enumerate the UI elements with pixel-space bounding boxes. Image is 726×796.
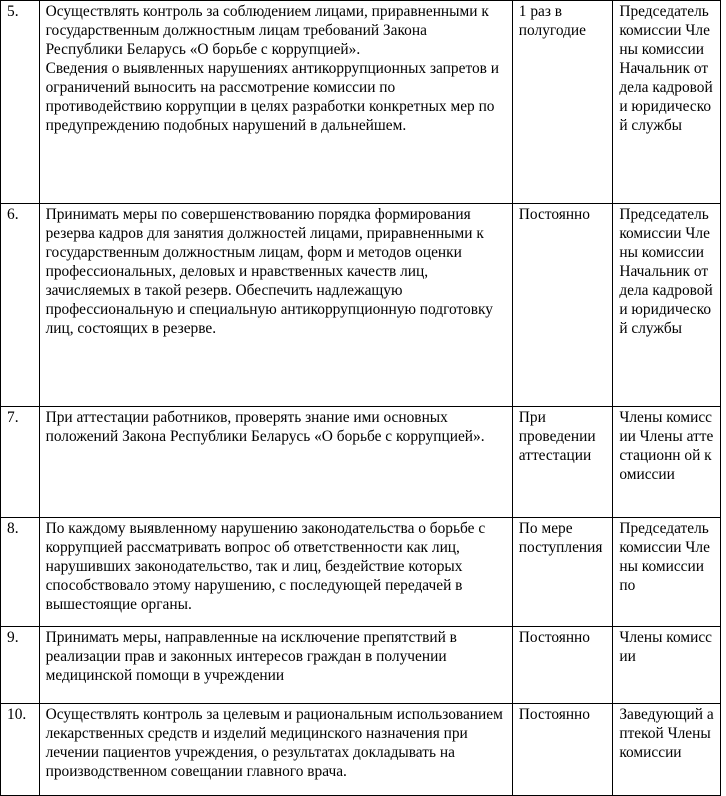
term-cell: Постоянно: [512, 204, 613, 407]
task-cell: [39, 204, 512, 407]
task-text: По каждому выявленному нарушению законодательства о борьбе с коррупцией рассматривать вопрос об ответственности как лиц, нарушивших законодательство, так и лиц, бездействие которых способствовало этому нарушению, с последующей передачей в вышестоящие органы.: [45, 520, 486, 613]
task-text: При аттестации работников, проверять знание ими основных положений Закона Республики Беларусь «О борьбе с коррупцией».: [45, 409, 485, 445]
table-row: [1, 407, 721, 518]
responsible-cell: Члены комиссии: [613, 627, 721, 704]
task-text: Осуществлять контроль за соблюдением лицами, приравненными к государственным должностным лицам требований Закона Республики Беларусь «О борьбе с коррупцией».: [45, 3, 489, 58]
term-cell: Постоянно: [512, 627, 613, 704]
table-row: [1, 518, 721, 627]
row-number: 5.: [1, 1, 40, 204]
task-text-continued: Сведения о выявленных нарушениях антикоррупционных запретов и ограничений выносить на рассмотрение комиссии по противодействию коррупции в целях разработки конкретных мер по предупреждению подобных нарушений в дальнейшем.: [45, 60, 500, 134]
row-number: 6.: [1, 204, 40, 407]
row-number: 9.: [1, 627, 40, 704]
term-cell: По мере поступления: [512, 518, 613, 627]
task-cell: [39, 518, 512, 627]
responsible-cell: Заведующий аптекой Члены комиссии: [613, 704, 721, 796]
table-row: [1, 204, 721, 407]
task-cell: [39, 407, 512, 518]
responsible-cell: Председатель комиссии Члены комиссии Начальник отдела кадровой и юридической службы: [613, 1, 721, 204]
row-number: 10.: [1, 704, 40, 796]
responsible-cell: Председатель комиссии Члены комиссии по: [613, 518, 721, 627]
task-cell: [39, 704, 512, 796]
term-cell: Постоянно: [512, 704, 613, 796]
task-cell: [39, 1, 512, 204]
task-text: Осуществлять контроль за целевым и рациональным использованием лекарственных средств и изделий медицинского назначения при лечении пациентов учреждения, о результатах докладывать на производственном совещании главного врача.: [45, 706, 503, 780]
responsible-cell: Члены комиссии Члены аттестационн ой комиссии: [613, 407, 721, 518]
term-cell: При проведении аттестации: [512, 407, 613, 518]
responsible-cell: Председатель комиссии Члены комиссии Начальник отдела кадровой и юридической службы: [613, 204, 721, 407]
task-cell: [39, 627, 512, 704]
term-cell: 1 раз в полугодие: [512, 1, 613, 204]
table-row: [1, 627, 721, 704]
table-row: [1, 1, 721, 204]
table-row: [1, 704, 721, 796]
row-number: 7.: [1, 407, 40, 518]
task-text: Принимать меры, направленные на исключение препятствий в реализации прав и законных интересов граждан в получении медицинской помощи в учреждении: [45, 629, 457, 684]
task-text: Принимать меры по совершенствованию порядка формирования резерва кадров для занятия должностей лицами, приравненными к государственным должностным лицам, форм и методов оценки профессиональных, деловых и нравственных качеств лиц, зачисляемых в такой резерв. Обеспечить надлежащую профессиональную и специальную антикоррупционную подготовку лиц, состоящих в резерве.: [45, 206, 493, 337]
row-number: 8.: [1, 518, 40, 627]
